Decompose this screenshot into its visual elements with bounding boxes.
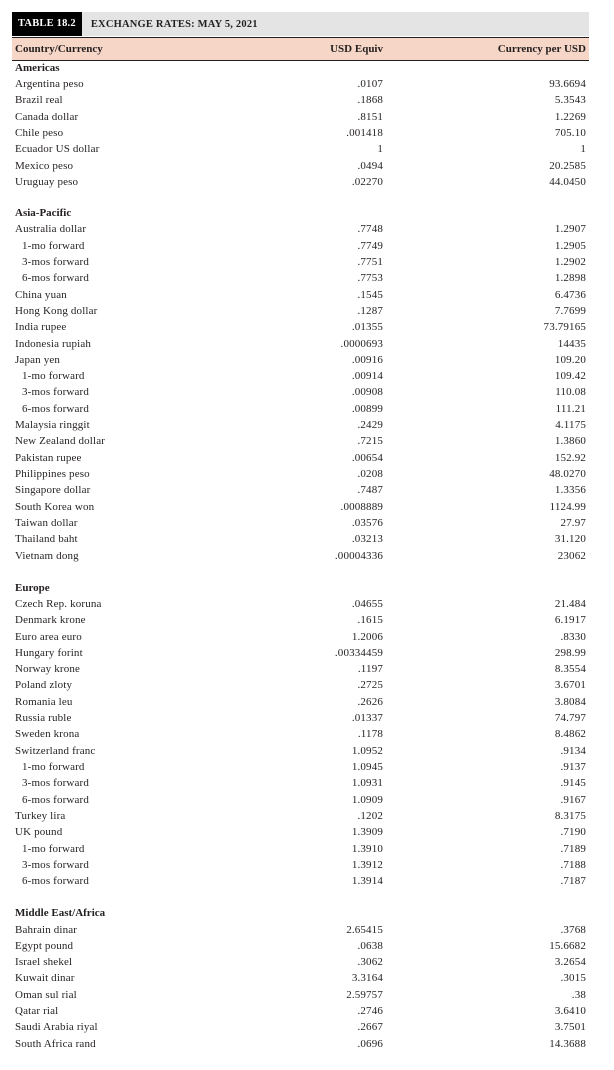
usd-equiv-cell: .2429 xyxy=(357,419,383,432)
table-row xyxy=(12,531,589,547)
currency-per-usd-cell: 111.21 xyxy=(555,402,586,415)
currency-per-usd-cell: 27.97 xyxy=(560,516,586,529)
usd-equiv-cell: .0107 xyxy=(357,78,383,91)
currency-name-cell: Argentina peso xyxy=(15,78,84,91)
usd-equiv-cell: 1.0945 xyxy=(351,761,383,774)
table-row xyxy=(12,141,589,157)
currency-name-cell: Euro area euro xyxy=(15,630,82,643)
usd-equiv-cell: .0696 xyxy=(357,1037,383,1050)
usd-equiv-cell: .1545 xyxy=(357,288,383,301)
column-header-currency-per-usd: Currency per USD xyxy=(497,43,586,55)
usd-equiv-cell: 1.0931 xyxy=(351,777,383,790)
currency-name-cell: Philippines peso xyxy=(15,468,90,481)
currency-per-usd-cell: 8.4862 xyxy=(554,728,586,741)
currency-per-usd-cell: 1.2898 xyxy=(554,272,586,285)
table-row xyxy=(12,1036,589,1052)
currency-name-cell: 6-mos forward xyxy=(22,402,90,415)
currency-per-usd-cell: 3.6701 xyxy=(554,679,586,692)
table-row xyxy=(12,628,589,644)
table-row xyxy=(12,596,589,612)
currency-name-cell: Switzerland franc xyxy=(15,744,96,757)
table-row xyxy=(12,352,589,368)
usd-equiv-cell: .7749 xyxy=(357,239,383,252)
currency-per-usd-cell: 7.7699 xyxy=(554,304,586,317)
currency-name-cell: Canada dollar xyxy=(15,110,79,123)
currency-per-usd-cell: .9167 xyxy=(560,793,586,806)
currency-name-cell: Poland zloty xyxy=(15,679,73,692)
section-heading: Asia-Pacific xyxy=(15,207,72,220)
table-row xyxy=(12,970,589,986)
usd-equiv-cell: .1615 xyxy=(357,614,383,627)
currency-name-cell: Norway krone xyxy=(15,663,81,676)
table-row xyxy=(12,92,589,108)
currency-name-cell: 3-mos forward xyxy=(22,386,90,399)
table-row xyxy=(12,482,589,498)
currency-name-cell: Oman sul rial xyxy=(15,988,77,1001)
currency-name-cell: South Africa rand xyxy=(15,1037,96,1050)
currency-per-usd-cell: 109.42 xyxy=(554,370,586,383)
section-spacer xyxy=(12,190,589,206)
currency-per-usd-cell: 110.08 xyxy=(555,386,586,399)
usd-equiv-cell: .7751 xyxy=(357,255,383,268)
table-row xyxy=(12,270,589,286)
table-row xyxy=(12,954,589,970)
currency-name-cell: Singapore dollar xyxy=(15,484,91,497)
usd-equiv-cell: .7753 xyxy=(357,272,383,285)
usd-equiv-cell: .01337 xyxy=(351,712,383,725)
usd-equiv-cell: .7215 xyxy=(357,435,383,448)
currency-per-usd-cell: 705.10 xyxy=(554,127,586,140)
table-row xyxy=(12,254,589,270)
currency-name-cell: Chile peso xyxy=(15,127,64,140)
table-row xyxy=(12,221,589,237)
usd-equiv-cell: .03576 xyxy=(351,516,383,529)
currency-per-usd-cell: 1.2907 xyxy=(554,223,586,236)
column-header-usd-equiv: USD Equiv xyxy=(330,43,383,55)
currency-per-usd-cell: 5.3543 xyxy=(554,94,586,107)
currency-per-usd-cell: 1.2269 xyxy=(554,110,586,123)
section-heading: Americas xyxy=(15,62,60,74)
currency-per-usd-cell: 3.7501 xyxy=(554,1021,586,1034)
section-spacer xyxy=(12,889,589,906)
table-row xyxy=(12,384,589,400)
table-row xyxy=(12,76,589,92)
usd-equiv-cell: .03213 xyxy=(351,533,383,546)
usd-equiv-cell: .00004336 xyxy=(334,549,383,562)
currency-name-cell: 6-mos forward xyxy=(22,793,90,806)
currency-name-cell: 1-mo forward xyxy=(22,842,85,855)
currency-per-usd-cell: 8.3175 xyxy=(554,809,586,822)
currency-name-cell: 3-mos forward xyxy=(22,255,90,268)
table-row xyxy=(12,677,589,693)
table-row xyxy=(12,743,589,759)
currency-name-cell: India rupee xyxy=(15,321,67,334)
currency-name-cell: South Korea won xyxy=(15,500,95,513)
currency-per-usd-cell: 48.0270 xyxy=(549,468,586,481)
usd-equiv-cell: .1868 xyxy=(357,94,383,107)
currency-per-usd-cell: 31.120 xyxy=(554,533,586,546)
table-row xyxy=(12,368,589,384)
table-row xyxy=(12,335,589,351)
usd-equiv-cell: 1 xyxy=(377,143,383,156)
usd-equiv-cell: .2667 xyxy=(357,1021,383,1034)
usd-equiv-cell: .00914 xyxy=(351,370,383,383)
usd-equiv-cell: 1.3912 xyxy=(351,858,383,871)
usd-equiv-cell: .3062 xyxy=(357,956,383,969)
usd-equiv-cell: .01355 xyxy=(351,321,383,334)
usd-equiv-cell: .04655 xyxy=(351,597,383,610)
currency-name-cell: Mexico peso xyxy=(15,159,74,172)
table-row xyxy=(12,726,589,742)
currency-name-cell: Egypt pound xyxy=(15,939,74,952)
currency-per-usd-cell: 73.79165 xyxy=(543,321,586,334)
table-row xyxy=(12,661,589,677)
usd-equiv-cell: .1197 xyxy=(357,663,383,676)
table-title: EXCHANGE RATES: MAY 5, 2021 xyxy=(90,18,258,30)
currency-name-cell: China yuan xyxy=(15,288,67,301)
currency-name-cell: 6-mos forward xyxy=(22,272,90,285)
usd-equiv-cell: .0494 xyxy=(357,159,383,172)
currency-per-usd-cell: 14.3688 xyxy=(549,1037,586,1050)
usd-equiv-cell: .00908 xyxy=(351,386,383,399)
usd-equiv-cell: .00916 xyxy=(351,353,383,366)
currency-per-usd-cell: 20.2585 xyxy=(549,159,586,172)
currency-per-usd-cell: 3.8084 xyxy=(554,695,586,708)
usd-equiv-cell: 1.0909 xyxy=(351,793,383,806)
currency-per-usd-cell: 21.484 xyxy=(554,597,586,610)
currency-name-cell: Sweden krona xyxy=(15,728,80,741)
currency-per-usd-cell: .3768 xyxy=(560,923,586,936)
usd-equiv-cell: .0000693 xyxy=(340,337,383,350)
currency-name-cell: UK pound xyxy=(15,826,63,839)
table-row xyxy=(12,303,589,319)
usd-equiv-cell: 2.59757 xyxy=(346,988,383,1001)
table-row xyxy=(12,417,589,433)
table-header-row xyxy=(12,37,589,61)
currency-per-usd-cell: .7189 xyxy=(560,842,586,855)
usd-equiv-cell: 1.3909 xyxy=(351,826,383,839)
table-row xyxy=(12,710,589,726)
currency-name-cell: Vietnam dong xyxy=(15,549,79,562)
currency-name-cell: Uruguay peso xyxy=(15,176,79,189)
usd-equiv-cell: .001418 xyxy=(346,127,383,140)
currency-per-usd-cell: 6.4736 xyxy=(554,288,586,301)
currency-name-cell: Russia ruble xyxy=(15,712,72,725)
table-row xyxy=(12,286,589,302)
table-row xyxy=(12,938,589,954)
table-row xyxy=(12,857,589,873)
table-row xyxy=(12,921,589,937)
usd-equiv-cell: 3.3164 xyxy=(351,972,383,985)
usd-equiv-cell: .2746 xyxy=(357,1005,383,1018)
usd-equiv-cell: .00334459 xyxy=(334,646,383,659)
table-row xyxy=(12,987,589,1003)
currency-per-usd-cell: 152.92 xyxy=(554,451,586,464)
currency-name-cell: Czech Rep. koruna xyxy=(15,597,102,610)
table-row xyxy=(12,515,589,531)
currency-per-usd-cell: 3.2654 xyxy=(554,956,586,969)
table-row xyxy=(12,873,589,889)
section-heading: Middle East/Africa xyxy=(15,907,106,920)
currency-per-usd-cell: 93.6694 xyxy=(549,78,586,91)
table-row xyxy=(12,158,589,174)
usd-equiv-cell: .00654 xyxy=(351,451,383,464)
currency-per-usd-cell: 74.797 xyxy=(554,712,586,725)
table-title-bar xyxy=(12,12,589,36)
currency-name-cell: 3-mos forward xyxy=(22,777,90,790)
table-row xyxy=(12,109,589,125)
table-body xyxy=(12,61,589,1052)
currency-per-usd-cell: 6.1917 xyxy=(554,614,586,627)
currency-per-usd-cell: .7190 xyxy=(560,826,586,839)
usd-equiv-cell: .1202 xyxy=(357,809,383,822)
table-row xyxy=(12,174,589,190)
usd-equiv-cell: .2725 xyxy=(357,679,383,692)
currency-name-cell: New Zealand dollar xyxy=(15,435,106,448)
currency-name-cell: Indonesia rupiah xyxy=(15,337,92,350)
usd-equiv-cell: .1287 xyxy=(357,304,383,317)
table-row xyxy=(12,319,589,335)
currency-per-usd-cell: .7188 xyxy=(560,858,586,871)
exchange-rates-table xyxy=(12,12,589,1052)
currency-name-cell: Turkey lira xyxy=(15,809,66,822)
currency-name-cell: 1-mo forward xyxy=(22,239,85,252)
currency-name-cell: Malaysia ringgit xyxy=(15,419,90,432)
usd-equiv-cell: .7748 xyxy=(357,223,383,236)
currency-name-cell: Australia dollar xyxy=(15,223,87,236)
currency-name-cell: Japan yen xyxy=(15,353,61,366)
currency-per-usd-cell: 298.99 xyxy=(554,646,586,659)
currency-name-cell: Thailand baht xyxy=(15,533,78,546)
table-row xyxy=(12,125,589,141)
currency-per-usd-cell: 44.0450 xyxy=(549,176,586,189)
currency-name-cell: 6-mos forward xyxy=(22,875,90,888)
currency-name-cell: 1-mo forward xyxy=(22,761,85,774)
currency-per-usd-cell: .3015 xyxy=(560,972,586,985)
currency-name-cell: Kuwait dinar xyxy=(15,972,75,985)
table-row xyxy=(12,450,589,466)
currency-per-usd-cell: .9137 xyxy=(560,761,586,774)
table-row xyxy=(12,466,589,482)
currency-name-cell: Hong Kong dollar xyxy=(15,304,98,317)
currency-name-cell: 1-mo forward xyxy=(22,370,85,383)
currency-per-usd-cell: 14435 xyxy=(557,337,586,350)
usd-equiv-cell: 1.0952 xyxy=(351,744,383,757)
currency-per-usd-cell: 1 xyxy=(580,143,586,156)
usd-equiv-cell: .0208 xyxy=(357,468,383,481)
usd-equiv-cell: .02270 xyxy=(351,176,383,189)
table-row xyxy=(12,401,589,417)
currency-per-usd-cell: .9134 xyxy=(560,744,586,757)
table-row xyxy=(12,238,589,254)
table-number-tag: TABLE 18.2 xyxy=(12,12,82,36)
currency-per-usd-cell: 4.1175 xyxy=(555,419,586,432)
usd-equiv-cell: 1.3914 xyxy=(351,875,383,888)
currency-per-usd-cell: 1.2902 xyxy=(554,255,586,268)
currency-per-usd-cell: .7187 xyxy=(560,875,586,888)
currency-name-cell: Israel shekel xyxy=(15,956,73,969)
usd-equiv-cell: .0638 xyxy=(357,939,383,952)
table-row xyxy=(12,433,589,449)
usd-equiv-cell: 2.65415 xyxy=(346,923,383,936)
currency-name-cell: Taiwan dollar xyxy=(15,516,78,529)
usd-equiv-cell: .00899 xyxy=(351,402,383,415)
section-heading: Europe xyxy=(15,581,50,594)
table-row xyxy=(12,775,589,791)
currency-per-usd-cell: 1.2905 xyxy=(554,239,586,252)
currency-name-cell: Hungary forint xyxy=(15,646,83,659)
currency-per-usd-cell: .8330 xyxy=(560,630,586,643)
table-row xyxy=(12,824,589,840)
table-row xyxy=(12,808,589,824)
currency-name-cell: Bahrain dinar xyxy=(15,923,78,936)
currency-name-cell: Ecuador US dollar xyxy=(15,143,100,156)
table-row xyxy=(12,499,589,515)
currency-name-cell: Qatar rial xyxy=(15,1005,59,1018)
usd-equiv-cell: .8151 xyxy=(357,110,383,123)
currency-per-usd-cell: 1124.99 xyxy=(549,500,586,513)
currency-per-usd-cell: 15.6682 xyxy=(549,939,586,952)
currency-per-usd-cell: 23062 xyxy=(557,549,586,562)
table-row xyxy=(12,1019,589,1035)
usd-equiv-cell: 1.3910 xyxy=(351,842,383,855)
currency-per-usd-cell: .9145 xyxy=(560,777,586,790)
currency-name-cell: Denmark krone xyxy=(15,614,86,627)
table-row xyxy=(12,759,589,775)
table-row xyxy=(12,840,589,856)
currency-name-cell: Brazil real xyxy=(15,94,63,107)
section-spacer xyxy=(12,564,589,581)
table-row xyxy=(12,694,589,710)
usd-equiv-cell: .2626 xyxy=(357,695,383,708)
usd-equiv-cell: .0008889 xyxy=(340,500,383,513)
currency-name-cell: Pakistan rupee xyxy=(15,451,82,464)
currency-per-usd-cell: 3.6410 xyxy=(554,1005,586,1018)
table-row xyxy=(12,612,589,628)
currency-name-cell: 3-mos forward xyxy=(22,858,90,871)
currency-per-usd-cell: 1.3860 xyxy=(554,435,586,448)
currency-per-usd-cell: 8.3554 xyxy=(554,663,586,676)
currency-name-cell: Saudi Arabia riyal xyxy=(15,1021,98,1034)
table-row xyxy=(12,1003,589,1019)
currency-per-usd-cell: .38 xyxy=(571,988,586,1001)
table-row xyxy=(12,547,589,563)
usd-equiv-cell: .1178 xyxy=(357,728,383,741)
column-header-currency: Country/Currency xyxy=(15,43,103,55)
table-row xyxy=(12,645,589,661)
usd-equiv-cell: .7487 xyxy=(357,484,383,497)
currency-per-usd-cell: 1.3356 xyxy=(554,484,586,497)
table-row xyxy=(12,792,589,808)
currency-per-usd-cell: 109.20 xyxy=(554,353,586,366)
currency-name-cell: Romania leu xyxy=(15,695,73,708)
usd-equiv-cell: 1.2006 xyxy=(351,630,383,643)
